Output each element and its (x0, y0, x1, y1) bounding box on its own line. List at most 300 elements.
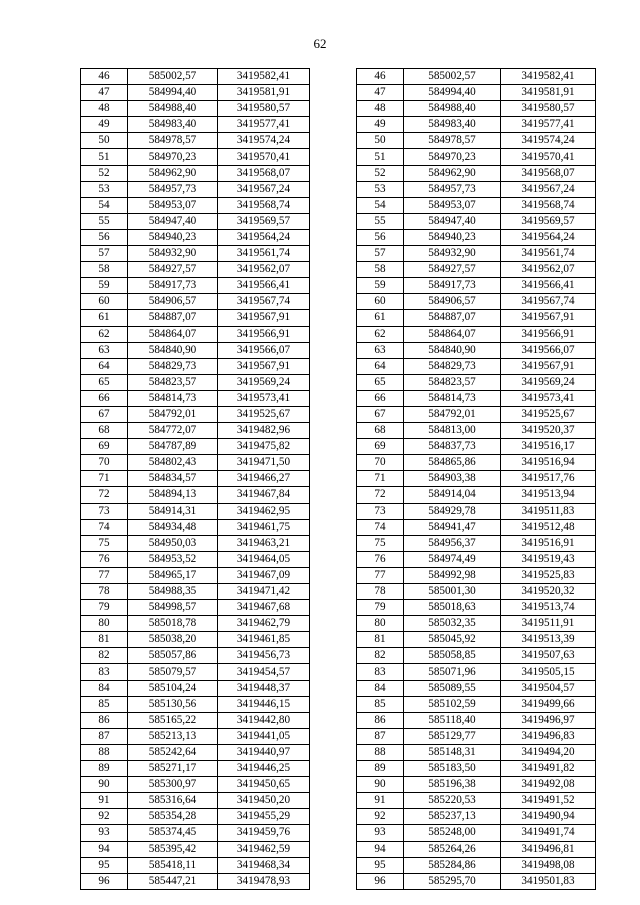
table-row (81, 406, 596, 422)
right-y-coordinate-cell: 3419513,74 (501, 600, 596, 616)
right-point-number-cell: 70 (357, 455, 404, 471)
right-x-coordinate-cell: 584814,73 (404, 390, 501, 406)
right-y-coordinate-cell: 3419566,07 (501, 342, 596, 358)
left-x-coordinate-cell: 584970,23 (128, 149, 218, 165)
right-y-coordinate-cell: 3419566,41 (501, 278, 596, 294)
left-y-coordinate-cell: 3419562,07 (218, 262, 310, 278)
right-point-number-cell: 87 (357, 728, 404, 744)
left-point-number-cell: 58 (81, 262, 128, 278)
column-gap (310, 648, 357, 664)
coordinates-table-body (81, 69, 596, 890)
column-gap (310, 777, 357, 793)
left-point-number-cell: 48 (81, 101, 128, 117)
column-gap (310, 873, 357, 889)
left-point-number-cell: 55 (81, 213, 128, 229)
right-y-coordinate-cell: 3419570,41 (501, 149, 596, 165)
column-gap (310, 616, 357, 632)
left-x-coordinate-cell: 584829,73 (128, 358, 218, 374)
left-y-coordinate-cell: 3419471,42 (218, 584, 310, 600)
left-x-coordinate-cell: 584802,43 (128, 455, 218, 471)
right-y-coordinate-cell: 3419494,20 (501, 744, 596, 760)
left-y-coordinate-cell: 3419456,73 (218, 648, 310, 664)
left-x-coordinate-cell: 584834,57 (128, 471, 218, 487)
right-y-coordinate-cell: 3419566,91 (501, 326, 596, 342)
left-point-number-cell: 52 (81, 165, 128, 181)
right-x-coordinate-cell: 585264,26 (404, 841, 501, 857)
table-row (81, 825, 596, 841)
right-y-coordinate-cell: 3419569,24 (501, 374, 596, 390)
right-x-coordinate-cell: 584956,37 (404, 535, 501, 551)
left-x-coordinate-cell: 585374,45 (128, 825, 218, 841)
table-row (81, 680, 596, 696)
right-y-coordinate-cell: 3419520,37 (501, 423, 596, 439)
right-point-number-cell: 80 (357, 616, 404, 632)
right-x-coordinate-cell: 584813,00 (404, 423, 501, 439)
table-row (81, 696, 596, 712)
table-row (81, 342, 596, 358)
right-y-coordinate-cell: 3419568,07 (501, 165, 596, 181)
left-y-coordinate-cell: 3419580,57 (218, 101, 310, 117)
left-y-coordinate-cell: 3419441,05 (218, 728, 310, 744)
table-row (81, 616, 596, 632)
right-point-number-cell: 86 (357, 712, 404, 728)
right-x-coordinate-cell: 584994,40 (404, 85, 501, 101)
table-row (81, 181, 596, 197)
left-point-number-cell: 85 (81, 696, 128, 712)
left-x-coordinate-cell: 585213,13 (128, 728, 218, 744)
column-gap (310, 455, 357, 471)
right-x-coordinate-cell: 584970,23 (404, 149, 501, 165)
left-x-coordinate-cell: 584998,57 (128, 600, 218, 616)
column-gap (310, 841, 357, 857)
left-y-coordinate-cell: 3419566,41 (218, 278, 310, 294)
left-y-coordinate-cell: 3419467,09 (218, 567, 310, 583)
column-gap (310, 632, 357, 648)
column-gap (310, 246, 357, 262)
left-point-number-cell: 46 (81, 69, 128, 85)
coordinates-table (80, 68, 596, 890)
right-y-coordinate-cell: 3419516,94 (501, 455, 596, 471)
left-x-coordinate-cell: 584792,01 (128, 406, 218, 422)
right-x-coordinate-cell: 584914,04 (404, 487, 501, 503)
right-x-coordinate-cell: 584947,40 (404, 213, 501, 229)
right-x-coordinate-cell: 585237,13 (404, 809, 501, 825)
right-x-coordinate-cell: 584840,90 (404, 342, 501, 358)
left-x-coordinate-cell: 585165,22 (128, 712, 218, 728)
right-x-coordinate-cell: 584940,23 (404, 229, 501, 245)
column-gap (310, 117, 357, 133)
left-x-coordinate-cell: 584772,07 (128, 423, 218, 439)
table-row (81, 535, 596, 551)
right-point-number-cell: 93 (357, 825, 404, 841)
table-row (81, 567, 596, 583)
column-gap (310, 696, 357, 712)
table-row (81, 664, 596, 680)
column-gap (310, 406, 357, 422)
right-point-number-cell: 46 (357, 69, 404, 85)
right-point-number-cell: 74 (357, 519, 404, 535)
table-row (81, 873, 596, 889)
left-x-coordinate-cell: 584947,40 (128, 213, 218, 229)
column-gap (310, 133, 357, 149)
column-gap (310, 584, 357, 600)
right-point-number-cell: 65 (357, 374, 404, 390)
right-y-coordinate-cell: 3419573,41 (501, 390, 596, 406)
left-x-coordinate-cell: 585418,11 (128, 857, 218, 873)
table-row (81, 85, 596, 101)
left-point-number-cell: 47 (81, 85, 128, 101)
left-y-coordinate-cell: 3419459,76 (218, 825, 310, 841)
left-x-coordinate-cell: 584787,89 (128, 439, 218, 455)
right-y-coordinate-cell: 3419491,52 (501, 793, 596, 809)
table-row (81, 149, 596, 165)
left-point-number-cell: 91 (81, 793, 128, 809)
left-x-coordinate-cell: 585079,57 (128, 664, 218, 680)
column-gap (310, 728, 357, 744)
table-row (81, 133, 596, 149)
right-y-coordinate-cell: 3419512,48 (501, 519, 596, 535)
left-x-coordinate-cell: 584950,03 (128, 535, 218, 551)
left-point-number-cell: 78 (81, 584, 128, 600)
table-row (81, 374, 596, 390)
left-y-coordinate-cell: 3419450,65 (218, 777, 310, 793)
right-point-number-cell: 92 (357, 809, 404, 825)
left-y-coordinate-cell: 3419569,57 (218, 213, 310, 229)
left-x-coordinate-cell: 585316,64 (128, 793, 218, 809)
right-y-coordinate-cell: 3419498,08 (501, 857, 596, 873)
right-y-coordinate-cell: 3419491,82 (501, 761, 596, 777)
right-point-number-cell: 60 (357, 294, 404, 310)
right-x-coordinate-cell: 585129,77 (404, 728, 501, 744)
left-x-coordinate-cell: 585002,57 (128, 69, 218, 85)
right-x-coordinate-cell: 584953,07 (404, 197, 501, 213)
left-x-coordinate-cell: 584814,73 (128, 390, 218, 406)
left-x-coordinate-cell: 584983,40 (128, 117, 218, 133)
left-y-coordinate-cell: 3419464,05 (218, 551, 310, 567)
column-gap (310, 181, 357, 197)
right-x-coordinate-cell: 584903,38 (404, 471, 501, 487)
right-x-coordinate-cell: 585248,00 (404, 825, 501, 841)
right-y-coordinate-cell: 3419513,39 (501, 632, 596, 648)
left-x-coordinate-cell: 585300,97 (128, 777, 218, 793)
right-point-number-cell: 90 (357, 777, 404, 793)
table-row (81, 793, 596, 809)
left-point-number-cell: 59 (81, 278, 128, 294)
left-y-coordinate-cell: 3419467,68 (218, 600, 310, 616)
right-x-coordinate-cell: 585001,30 (404, 584, 501, 600)
column-gap (310, 165, 357, 181)
column-gap (310, 423, 357, 439)
column-gap (310, 149, 357, 165)
right-y-coordinate-cell: 3419496,83 (501, 728, 596, 744)
right-point-number-cell: 66 (357, 390, 404, 406)
left-point-number-cell: 53 (81, 181, 128, 197)
right-y-coordinate-cell: 3419513,94 (501, 487, 596, 503)
right-x-coordinate-cell: 584887,07 (404, 310, 501, 326)
left-x-coordinate-cell: 584965,17 (128, 567, 218, 583)
right-point-number-cell: 95 (357, 857, 404, 873)
column-gap (310, 857, 357, 873)
right-point-number-cell: 56 (357, 229, 404, 245)
left-x-coordinate-cell: 584978,57 (128, 133, 218, 149)
right-x-coordinate-cell: 584974,49 (404, 551, 501, 567)
left-point-number-cell: 76 (81, 551, 128, 567)
left-y-coordinate-cell: 3419567,91 (218, 310, 310, 326)
table-row (81, 423, 596, 439)
left-point-number-cell: 92 (81, 809, 128, 825)
right-x-coordinate-cell: 585018,63 (404, 600, 501, 616)
right-x-coordinate-cell: 584957,73 (404, 181, 501, 197)
left-y-coordinate-cell: 3419462,79 (218, 616, 310, 632)
left-point-number-cell: 87 (81, 728, 128, 744)
right-x-coordinate-cell: 584865,86 (404, 455, 501, 471)
table-row (81, 117, 596, 133)
table-row (81, 197, 596, 213)
left-point-number-cell: 56 (81, 229, 128, 245)
right-x-coordinate-cell: 584978,57 (404, 133, 501, 149)
left-x-coordinate-cell: 585447,21 (128, 873, 218, 889)
right-x-coordinate-cell: 585071,96 (404, 664, 501, 680)
right-point-number-cell: 59 (357, 278, 404, 294)
left-point-number-cell: 68 (81, 423, 128, 439)
right-point-number-cell: 68 (357, 423, 404, 439)
left-point-number-cell: 83 (81, 664, 128, 680)
left-y-coordinate-cell: 3419450,20 (218, 793, 310, 809)
column-gap (310, 197, 357, 213)
table-row (81, 841, 596, 857)
left-y-coordinate-cell: 3419462,95 (218, 503, 310, 519)
column-gap (310, 374, 357, 390)
right-point-number-cell: 67 (357, 406, 404, 422)
left-x-coordinate-cell: 584823,57 (128, 374, 218, 390)
right-point-number-cell: 91 (357, 793, 404, 809)
left-point-number-cell: 80 (81, 616, 128, 632)
right-y-coordinate-cell: 3419492,08 (501, 777, 596, 793)
column-gap (310, 809, 357, 825)
table-row (81, 310, 596, 326)
column-gap (310, 278, 357, 294)
table-row (81, 455, 596, 471)
right-point-number-cell: 81 (357, 632, 404, 648)
left-x-coordinate-cell: 585130,56 (128, 696, 218, 712)
right-x-coordinate-cell: 584932,90 (404, 246, 501, 262)
left-y-coordinate-cell: 3419582,41 (218, 69, 310, 85)
left-y-coordinate-cell: 3419446,25 (218, 761, 310, 777)
table-row (81, 809, 596, 825)
right-point-number-cell: 49 (357, 117, 404, 133)
right-x-coordinate-cell: 584927,57 (404, 262, 501, 278)
right-point-number-cell: 55 (357, 213, 404, 229)
left-point-number-cell: 51 (81, 149, 128, 165)
left-y-coordinate-cell: 3419566,07 (218, 342, 310, 358)
right-y-coordinate-cell: 3419517,76 (501, 471, 596, 487)
right-y-coordinate-cell: 3419574,24 (501, 133, 596, 149)
left-x-coordinate-cell: 585271,17 (128, 761, 218, 777)
right-point-number-cell: 50 (357, 133, 404, 149)
left-point-number-cell: 81 (81, 632, 128, 648)
left-point-number-cell: 67 (81, 406, 128, 422)
right-point-number-cell: 53 (357, 181, 404, 197)
left-y-coordinate-cell: 3419463,21 (218, 535, 310, 551)
right-y-coordinate-cell: 3419580,57 (501, 101, 596, 117)
left-y-coordinate-cell: 3419482,96 (218, 423, 310, 439)
right-point-number-cell: 64 (357, 358, 404, 374)
right-point-number-cell: 48 (357, 101, 404, 117)
right-x-coordinate-cell: 585148,31 (404, 744, 501, 760)
left-y-coordinate-cell: 3419567,91 (218, 358, 310, 374)
left-y-coordinate-cell: 3419446,15 (218, 696, 310, 712)
right-y-coordinate-cell: 3419501,83 (501, 873, 596, 889)
left-x-coordinate-cell: 585018,78 (128, 616, 218, 632)
left-point-number-cell: 94 (81, 841, 128, 857)
right-point-number-cell: 88 (357, 744, 404, 760)
right-x-coordinate-cell: 585118,40 (404, 712, 501, 728)
column-gap (310, 712, 357, 728)
table-row (81, 857, 596, 873)
left-y-coordinate-cell: 3419564,24 (218, 229, 310, 245)
left-y-coordinate-cell: 3419442,80 (218, 712, 310, 728)
left-y-coordinate-cell: 3419525,67 (218, 406, 310, 422)
column-gap (310, 326, 357, 342)
left-point-number-cell: 96 (81, 873, 128, 889)
left-y-coordinate-cell: 3419471,50 (218, 455, 310, 471)
right-point-number-cell: 71 (357, 471, 404, 487)
right-y-coordinate-cell: 3419511,91 (501, 616, 596, 632)
table-row (81, 69, 596, 85)
column-gap (310, 487, 357, 503)
left-point-number-cell: 75 (81, 535, 128, 551)
right-y-coordinate-cell: 3419496,97 (501, 712, 596, 728)
left-y-coordinate-cell: 3419461,75 (218, 519, 310, 535)
left-point-number-cell: 84 (81, 680, 128, 696)
column-gap (310, 85, 357, 101)
table-row (81, 439, 596, 455)
right-point-number-cell: 77 (357, 567, 404, 583)
left-y-coordinate-cell: 3419478,93 (218, 873, 310, 889)
right-point-number-cell: 84 (357, 680, 404, 696)
left-x-coordinate-cell: 584957,73 (128, 181, 218, 197)
right-point-number-cell: 63 (357, 342, 404, 358)
column-gap (310, 551, 357, 567)
left-y-coordinate-cell: 3419468,34 (218, 857, 310, 873)
right-point-number-cell: 72 (357, 487, 404, 503)
right-x-coordinate-cell: 585220,53 (404, 793, 501, 809)
right-x-coordinate-cell: 585284,86 (404, 857, 501, 873)
column-gap (310, 761, 357, 777)
right-x-coordinate-cell: 585045,92 (404, 632, 501, 648)
left-point-number-cell: 79 (81, 600, 128, 616)
right-y-coordinate-cell: 3419519,43 (501, 551, 596, 567)
table-row (81, 262, 596, 278)
table-row (81, 728, 596, 744)
left-point-number-cell: 70 (81, 455, 128, 471)
right-point-number-cell: 78 (357, 584, 404, 600)
left-x-coordinate-cell: 584994,40 (128, 85, 218, 101)
column-gap (310, 213, 357, 229)
right-point-number-cell: 89 (357, 761, 404, 777)
right-x-coordinate-cell: 584917,73 (404, 278, 501, 294)
left-y-coordinate-cell: 3419567,74 (218, 294, 310, 310)
left-y-coordinate-cell: 3419455,29 (218, 809, 310, 825)
right-y-coordinate-cell: 3419564,24 (501, 229, 596, 245)
right-y-coordinate-cell: 3419562,07 (501, 262, 596, 278)
right-x-coordinate-cell: 584962,90 (404, 165, 501, 181)
right-y-coordinate-cell: 3419568,74 (501, 197, 596, 213)
left-y-coordinate-cell: 3419581,91 (218, 85, 310, 101)
left-y-coordinate-cell: 3419448,37 (218, 680, 310, 696)
column-gap (310, 567, 357, 583)
left-point-number-cell: 65 (81, 374, 128, 390)
right-x-coordinate-cell: 584906,57 (404, 294, 501, 310)
left-y-coordinate-cell: 3419561,74 (218, 246, 310, 262)
left-point-number-cell: 69 (81, 439, 128, 455)
column-gap (310, 600, 357, 616)
left-x-coordinate-cell: 584988,40 (128, 101, 218, 117)
left-point-number-cell: 95 (81, 857, 128, 873)
right-x-coordinate-cell: 585183,50 (404, 761, 501, 777)
right-point-number-cell: 51 (357, 149, 404, 165)
left-point-number-cell: 88 (81, 744, 128, 760)
left-point-number-cell: 50 (81, 133, 128, 149)
left-x-coordinate-cell: 584927,57 (128, 262, 218, 278)
left-x-coordinate-cell: 584932,90 (128, 246, 218, 262)
left-point-number-cell: 89 (81, 761, 128, 777)
right-x-coordinate-cell: 585032,35 (404, 616, 501, 632)
column-gap (310, 342, 357, 358)
right-point-number-cell: 96 (357, 873, 404, 889)
left-x-coordinate-cell: 584953,52 (128, 551, 218, 567)
right-x-coordinate-cell: 584929,78 (404, 503, 501, 519)
left-x-coordinate-cell: 584934,48 (128, 519, 218, 535)
column-gap (310, 680, 357, 696)
left-y-coordinate-cell: 3419573,41 (218, 390, 310, 406)
right-x-coordinate-cell: 585058,85 (404, 648, 501, 664)
left-x-coordinate-cell: 585242,64 (128, 744, 218, 760)
right-point-number-cell: 62 (357, 326, 404, 342)
table-row (81, 632, 596, 648)
left-x-coordinate-cell: 584864,07 (128, 326, 218, 342)
column-gap (310, 358, 357, 374)
left-point-number-cell: 74 (81, 519, 128, 535)
right-x-coordinate-cell: 584864,07 (404, 326, 501, 342)
right-y-coordinate-cell: 3419567,91 (501, 310, 596, 326)
left-y-coordinate-cell: 3419574,24 (218, 133, 310, 149)
right-y-coordinate-cell: 3419581,91 (501, 85, 596, 101)
right-y-coordinate-cell: 3419491,74 (501, 825, 596, 841)
table-row (81, 294, 596, 310)
left-y-coordinate-cell: 3419568,74 (218, 197, 310, 213)
right-y-coordinate-cell: 3419499,66 (501, 696, 596, 712)
column-gap (310, 101, 357, 117)
table-row (81, 487, 596, 503)
left-y-coordinate-cell: 3419569,24 (218, 374, 310, 390)
right-x-coordinate-cell: 584992,98 (404, 567, 501, 583)
left-point-number-cell: 66 (81, 390, 128, 406)
left-point-number-cell: 93 (81, 825, 128, 841)
left-y-coordinate-cell: 3419570,41 (218, 149, 310, 165)
right-y-coordinate-cell: 3419582,41 (501, 69, 596, 85)
table-row (81, 551, 596, 567)
right-y-coordinate-cell: 3419496,81 (501, 841, 596, 857)
right-y-coordinate-cell: 3419516,17 (501, 439, 596, 455)
table-row (81, 101, 596, 117)
right-point-number-cell: 69 (357, 439, 404, 455)
table-row (81, 278, 596, 294)
right-x-coordinate-cell: 585089,55 (404, 680, 501, 696)
right-x-coordinate-cell: 585002,57 (404, 69, 501, 85)
page-number: 62 (313, 36, 327, 51)
right-y-coordinate-cell: 3419561,74 (501, 246, 596, 262)
